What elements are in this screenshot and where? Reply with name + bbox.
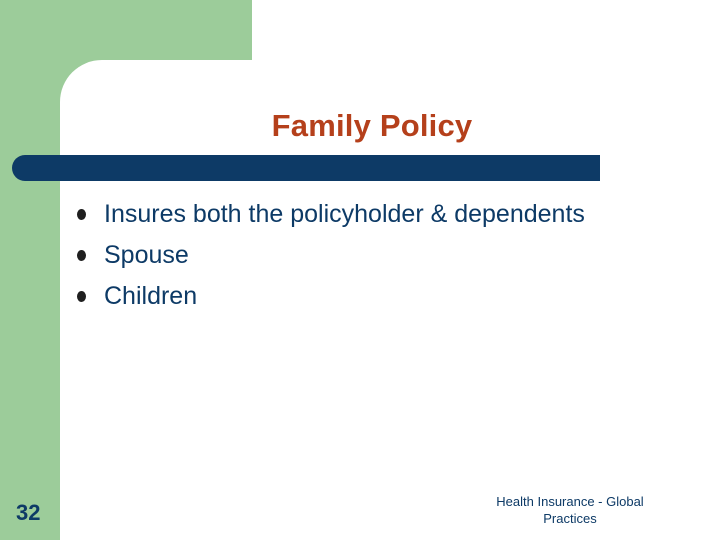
bullet-text: Spouse: [104, 241, 189, 269]
bullet-item: [72, 235, 585, 276]
bullet-icon: [77, 209, 86, 220]
footer-line: Practices: [543, 511, 597, 526]
footer: [480, 493, 660, 527]
bullet-text: Children: [104, 282, 198, 310]
bullet-icon: [77, 291, 86, 302]
page-number: 32: [16, 500, 41, 525]
bullet-list: [72, 194, 585, 317]
bullet-item: [72, 194, 585, 235]
bullet-item: [72, 276, 585, 317]
bullet-icon: [77, 250, 86, 261]
title-underline-bar: [12, 155, 600, 181]
footer-line: Health Insurance - Global: [496, 494, 644, 509]
bullet-text: Insures both the policyholder & dependents: [104, 200, 585, 228]
slide-title: Family Policy: [271, 108, 473, 143]
